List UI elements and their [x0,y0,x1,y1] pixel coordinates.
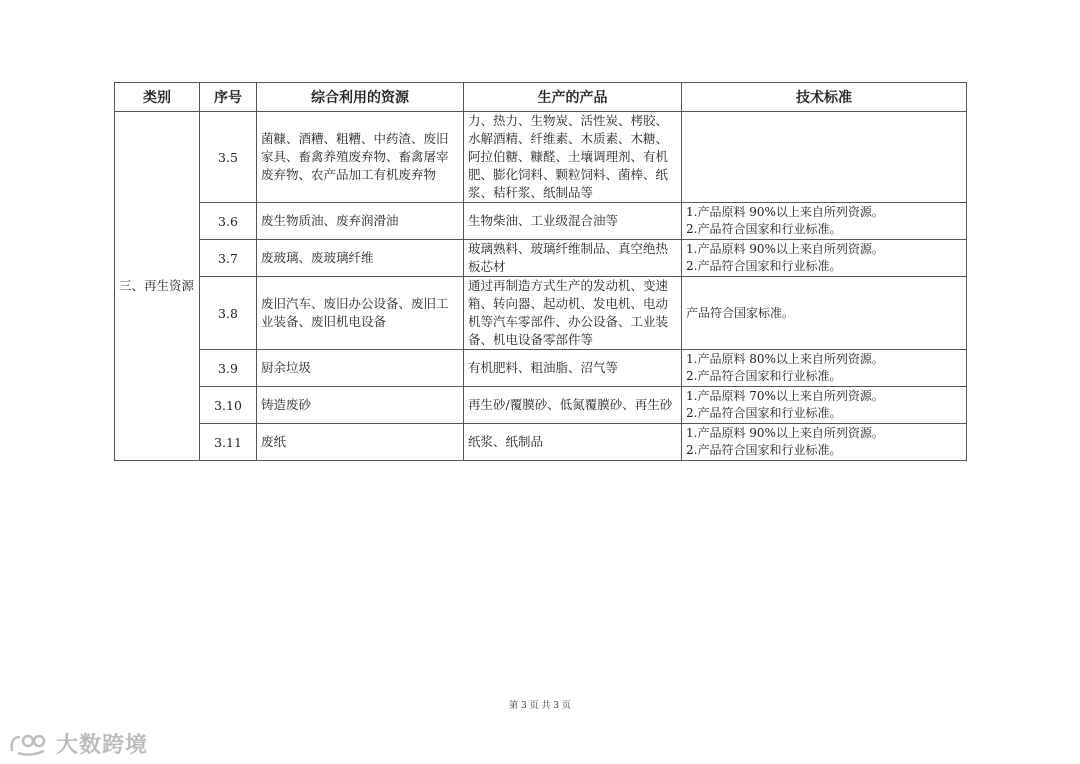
product-cell: 生物柴油、工业级混合油等 [464,203,682,240]
row-number: 3.6 [200,203,257,240]
resource-cell: 废旧汽车、废旧办公设备、废旧工业装备、废旧机电设备 [257,277,464,350]
standard-line: 2.产品符合国家和行业标准。 [686,259,842,273]
table-row [115,203,967,240]
product-cell: 通过再制造方式生产的发动机、变速箱、转向器、起动机、发电机、电动机等汽车零部件、办公设备、工业装备、机电设备零部件等 [464,277,682,350]
standard-cell [682,424,967,461]
header-resource: 综合利用的资源 [257,83,464,112]
resource-cell: 废生物质油、废弃润滑油 [257,203,464,240]
product-cell: 有机肥料、粗油脂、沼气等 [464,350,682,387]
resource-cell: 铸造废砂 [257,387,464,424]
header-product: 生产的产品 [464,83,682,112]
resource-cell: 菌糠、酒糟、粗糟、中药渣、废旧家具、畜禽养殖废弃物、畜禽屠宰废弃物、农产品加工有机废弃物 [257,112,464,203]
row-number: 3.9 [200,350,257,387]
table-row [115,112,967,203]
watermark [8,728,148,759]
category-cell: 三、再生资源 [115,112,200,461]
standard-line: 1.产品原料 90%以上来自所列资源。 [686,242,884,256]
standard-line: 2.产品符合国家和行业标准。 [686,443,842,457]
standard-line: 1.产品原料 70%以上来自所列资源。 [686,389,884,403]
watermark-text: 大数跨境 [56,733,149,758]
resource-cell: 废纸 [257,424,464,461]
row-number: 3.8 [200,277,257,350]
watermark-logo-icon [8,731,52,757]
product-cell: 纸浆、纸制品 [464,424,682,461]
standards-table [114,82,967,461]
standard-cell [682,240,967,277]
row-number: 3.7 [200,240,257,277]
standard-line: 1.产品原料 90%以上来自所列资源。 [686,205,884,219]
product-cell: 力、热力、生物炭、活性炭、栲胶、水解酒精、纤维素、木质素、木糖、阿拉伯糖、糠醛、土壤调理剂、有机肥、膨化饲料、颗粒饲料、菌棒、纸浆、秸秆浆、纸制品等 [464,112,682,203]
row-number: 3.11 [200,424,257,461]
standard-line: 2.产品符合国家和行业标准。 [686,406,842,420]
header-category: 类别 [115,83,200,112]
row-number: 3.5 [200,112,257,203]
standard-cell [682,112,967,203]
header-standard: 技术标准 [682,83,967,112]
standard-line: 2.产品符合国家和行业标准。 [686,369,842,383]
standard-cell [682,203,967,240]
standard-line: 1.产品原料 80%以上来自所列资源。 [686,352,884,366]
table-row [115,240,967,277]
table-row [115,387,967,424]
table-row [115,424,967,461]
table-row [115,277,967,350]
page-footer: 第 3 页 共 3 页 [509,701,571,711]
product-cell: 玻璃熟料、玻璃纤维制品、真空绝热板芯材 [464,240,682,277]
resource-cell: 厨余垃圾 [257,350,464,387]
header-number: 序号 [200,83,257,112]
row-number: 3.10 [200,387,257,424]
table-header-row [115,83,967,112]
table-row [115,350,967,387]
standard-line: 产品符合国家标准。 [686,305,795,320]
standard-cell [682,350,967,387]
standard-line: 1.产品原料 90%以上来自所列资源。 [686,426,884,440]
product-cell: 再生砂/覆膜砂、低氮覆膜砂、再生砂 [464,387,682,424]
standard-cell [682,277,967,350]
resource-cell: 废玻璃、废玻璃纤维 [257,240,464,277]
standard-cell [682,387,967,424]
standard-line: 2.产品符合国家和行业标准。 [686,222,842,236]
